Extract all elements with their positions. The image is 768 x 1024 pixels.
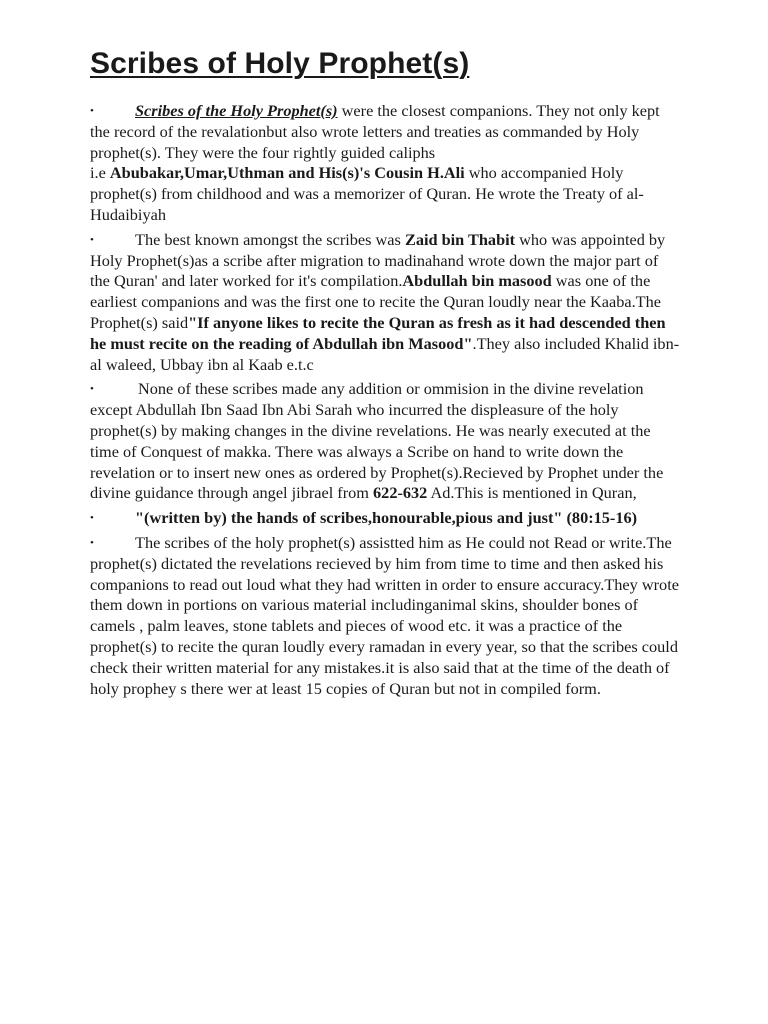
bold-quote: "If anyone likes to recite the Quran as fresh as it had descended then he must recite on the reading of Abdullah ibn Masood" [90,312,666,353]
bold-years: 622-632 [373,483,428,503]
bullet-icon: • [90,233,94,246]
list-item-quran-quote [90,508,682,529]
paragraph-text: who was appointed by Holy Prophet(s)as a scribe after migration to madinahand wrote down the major part of the Quran' and later worked for it's compilation. [90,229,666,291]
paragraph-text: The scribes of the holy prophet(s) assistted him as He could not Read or write.The prophet(s) dictated the revelations recieved by him from time to time and then asked his companions to read out loud what they had written in order to ensure accuracy.They wrote them down in portions on various material includinganimal skins, shoulder bones of camels , palm leaves, stone tablets and pieces of wood etc. it was a practice of the prophet(s) to recite the quran loudly every ramadan in every year, so that the scribes could check their written material for any mistakes.it is also said that at the time of the death of holy prophey s there wer at least 15 copies of Quran but not in compiled form. [90,532,679,698]
paragraph-text: who accompanied Holy prophet(s) from childhood and was a memorizer of Quran. He wrote the Treaty of al-Hudaibiyah [90,163,644,224]
bold-name: Zaid bin Thabit [404,229,516,249]
list-item-best-known [90,230,682,376]
bold-name: Abdullah bin masood [402,271,552,291]
list-item-assisted [90,533,682,699]
paragraph-text: i.e [90,163,110,183]
list-item-no-addition [90,379,682,504]
bold-names: Abubakar,Umar,Uthman and His(s)'s Cousin H.Ali [109,163,465,183]
bullet-list [90,101,682,699]
bullet-icon: • [90,105,94,117]
bullet-icon: • [90,512,94,525]
page-title: Scribes of Holy Prophet(s) [90,47,470,80]
bullet-icon: • [90,383,94,396]
document-page [90,44,682,703]
paragraph-text: was one of the earliest companions and was the first one to recite the Quran loudly near the Kaaba.The Prophet(s) said [90,271,661,332]
bullet-icon: • [90,536,94,549]
list-item-scribes-intro [90,101,682,226]
paragraph-text: .They also included Khalid ibn-al waleed, Ubbay ibn al Kaab e.t.c [90,333,680,374]
paragraph-text: Ad.This is mentioned in Quran, [427,483,637,503]
paragraph-text: were the closest companions. They not only kept the record of the revalationbut also wrote letters and treaties as commanded by Holy prophet(s). They were the four rightly guided caliphs [90,101,660,162]
paragraph-text: None of these scribes made any addition or ommision in the divine revelation except Abdullah Ibn Saad Ibn Abi Sarah who incurred the displeasure of the holy prophet(s) by making changes in the divine revelations. He was nearly executed at the time of Conquest of makka. There was always a Scribe on hand to write down the revelation or to insert new ones as ordered by Prophet(s).Recieved by Prophet under the divine guidance through angel jibrael from [90,379,664,503]
bold-quote: "(written by) the hands of scribes,honourable,pious and just" (80:15-16) [135,508,638,528]
paragraph-text: The best known amongst the scribes was [135,229,405,249]
lead-phrase: Scribes of the Holy Prophet(s) [135,101,338,120]
